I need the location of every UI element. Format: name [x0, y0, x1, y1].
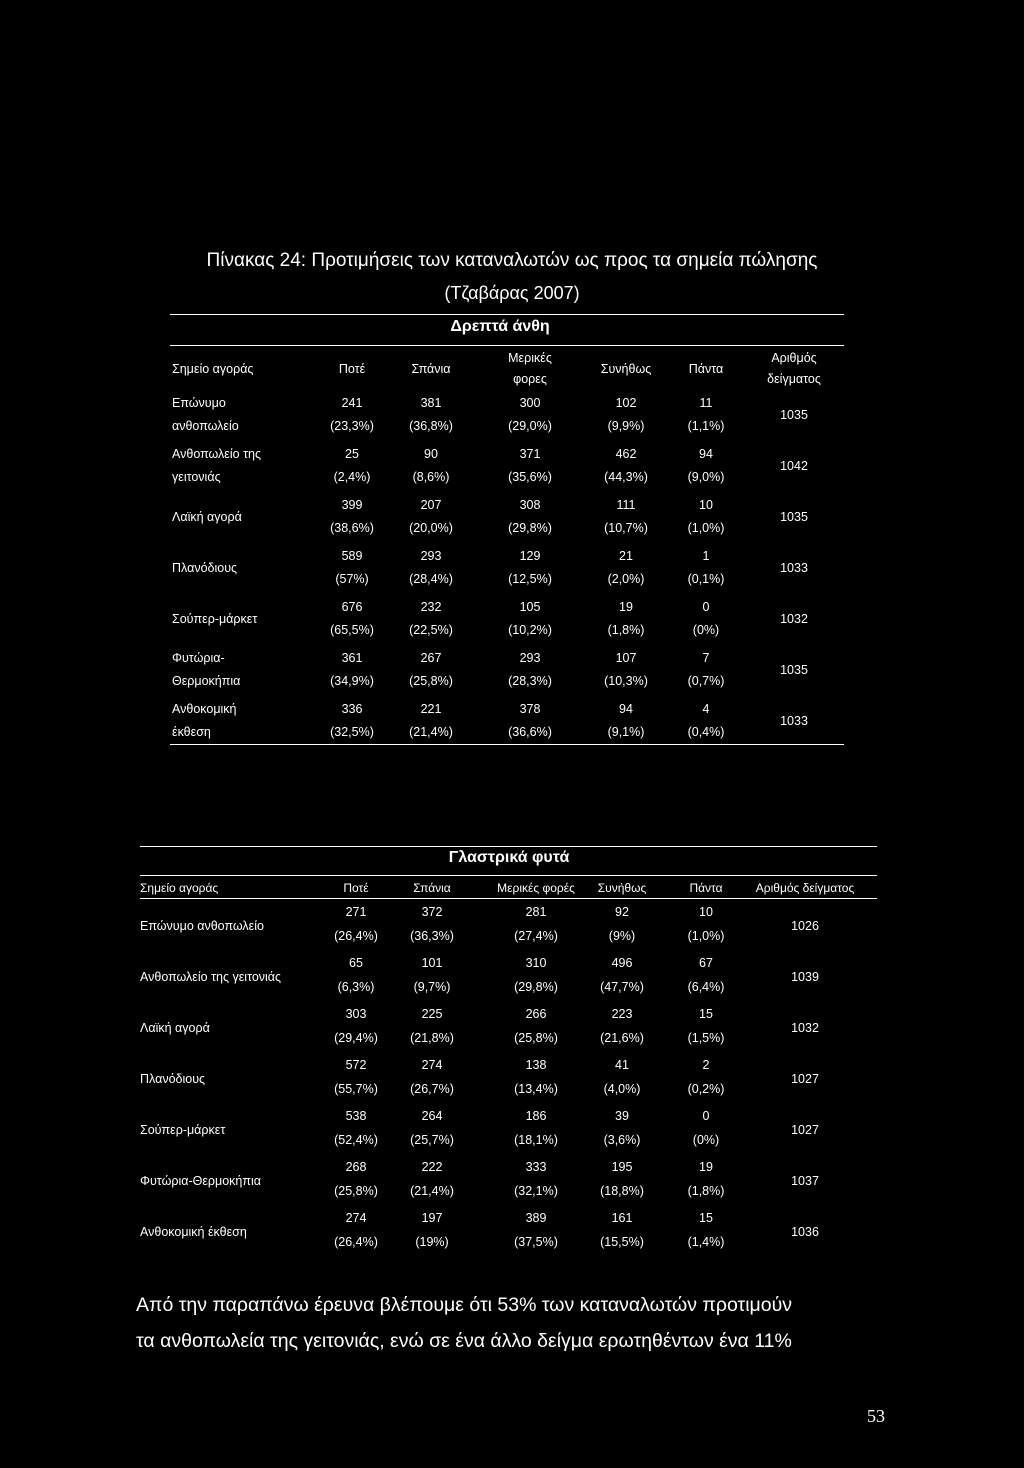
paragraph-line-2: τα ανθοπωλεία της γειτονιάς, ενώ σε ένα άλλο δείγμα ερωτηθέντων ένα 11% [136, 1330, 792, 1352]
percent-cell: (0,4%) [687, 725, 725, 739]
row-label: Θερμοκήπια [172, 674, 241, 688]
header-sometimes: Μερικές [508, 351, 552, 365]
count-cell: 271 [345, 905, 367, 919]
count-cell: 0 [702, 1109, 710, 1123]
header-never: Ποτέ [338, 362, 366, 376]
percent-cell: (32,1%) [514, 1184, 558, 1198]
sample-cell: 1033 [780, 561, 808, 575]
percent-cell: (27,4%) [514, 929, 558, 943]
count-cell: 300 [519, 396, 541, 410]
percent-cell: (4,0%) [603, 1082, 641, 1096]
row-label: Σούπερ-μάρκετ [140, 1123, 226, 1137]
percent-cell: (9,1%) [607, 725, 645, 739]
percent-cell: (19%) [415, 1235, 449, 1249]
row-label: Ανθοκομική έκθεση [140, 1225, 247, 1239]
percent-cell: (21,4%) [410, 1184, 454, 1198]
count-cell: 336 [341, 702, 363, 716]
count-cell: 293 [420, 549, 442, 563]
count-cell: 21 [619, 549, 633, 563]
count-cell: 39 [615, 1109, 629, 1123]
percent-cell: (23,3%) [330, 419, 374, 433]
percent-cell: (0%) [692, 623, 720, 637]
percent-cell: (0,7%) [687, 674, 725, 688]
count-cell: 65 [349, 956, 363, 970]
percent-cell: (1,8%) [607, 623, 645, 637]
percent-cell: (29,0%) [508, 419, 552, 433]
header-always: Πάντα [688, 362, 724, 376]
header-sometimes: φορες [513, 372, 547, 386]
count-cell: 92 [615, 905, 629, 919]
percent-cell: (1,0%) [687, 929, 725, 943]
count-cell: 11 [699, 396, 713, 410]
row-label: Πλανόδιους [140, 1072, 206, 1086]
sample-cell: 1042 [780, 459, 808, 473]
row-label: Λαϊκή αγορά [172, 510, 242, 524]
percent-cell: (10,7%) [604, 521, 648, 535]
count-cell: 41 [615, 1058, 629, 1072]
sample-cell: 1035 [780, 663, 808, 677]
table-rule [170, 744, 844, 745]
percent-cell: (22,5%) [409, 623, 453, 637]
count-cell: 310 [525, 956, 547, 970]
table-rule [140, 846, 877, 847]
page-number: 53 [867, 1406, 885, 1426]
row-label: Ανθοπωλείο της [172, 447, 261, 461]
count-cell: 333 [525, 1160, 547, 1174]
percent-cell: (65,5%) [330, 623, 374, 637]
count-cell: 10 [699, 905, 713, 919]
count-cell: 90 [424, 447, 438, 461]
count-cell: 2 [702, 1058, 710, 1072]
header-usually: Συνήθως [600, 362, 652, 376]
percent-cell: (52,4%) [334, 1133, 378, 1147]
count-cell: 589 [341, 549, 363, 563]
count-cell: 0 [702, 600, 710, 614]
percent-cell: (20,0%) [409, 521, 453, 535]
count-cell: 195 [611, 1160, 633, 1174]
percent-cell: (3,6%) [603, 1133, 641, 1147]
count-cell: 572 [345, 1058, 367, 1072]
count-cell: 361 [341, 651, 363, 665]
header-sample: Αριθμός [771, 351, 817, 365]
header-rarely: Σπάνια [411, 362, 451, 376]
percent-cell: (25,8%) [514, 1031, 558, 1045]
count-cell: 308 [519, 498, 541, 512]
percent-cell: (9,0%) [687, 470, 725, 484]
percent-cell: (25,8%) [334, 1184, 378, 1198]
paragraph-line-1: Από την παραπάνω έρευνα βλέπουμε ότι 53% των καταναλωτών προτιμούν [136, 1294, 793, 1316]
percent-cell: (38,6%) [330, 521, 374, 535]
count-cell: 138 [525, 1058, 547, 1072]
count-cell: 462 [615, 447, 637, 461]
percent-cell: (1,1%) [687, 419, 725, 433]
count-cell: 161 [611, 1211, 633, 1225]
percent-cell: (9,9%) [607, 419, 645, 433]
percent-cell: (25,7%) [410, 1133, 454, 1147]
percent-cell: (28,4%) [409, 572, 453, 586]
percent-cell: (32,5%) [330, 725, 374, 739]
count-cell: 225 [421, 1007, 443, 1021]
count-cell: 94 [619, 702, 633, 716]
sample-cell: 1039 [791, 970, 819, 984]
header-point: Σημείο αγοράς [172, 362, 254, 376]
header-sample: Αριθμός δείγματος [755, 881, 855, 895]
count-cell: 676 [341, 600, 363, 614]
percent-cell: (36,3%) [410, 929, 454, 943]
percent-cell: (29,4%) [334, 1031, 378, 1045]
percent-cell: (1,4%) [687, 1235, 725, 1249]
count-cell: 1 [702, 549, 710, 563]
percent-cell: (35,6%) [508, 470, 552, 484]
count-cell: 274 [421, 1058, 443, 1072]
count-cell: 15 [699, 1007, 713, 1021]
count-cell: 381 [420, 396, 442, 410]
percent-cell: (6,3%) [337, 980, 375, 994]
count-cell: 223 [611, 1007, 633, 1021]
count-cell: 186 [525, 1109, 547, 1123]
percent-cell: (6,4%) [687, 980, 725, 994]
count-cell: 232 [420, 600, 442, 614]
count-cell: 241 [341, 396, 363, 410]
sample-cell: 1036 [791, 1225, 819, 1239]
percent-cell: (21,4%) [409, 725, 453, 739]
percent-cell: (15,5%) [600, 1235, 644, 1249]
percent-cell: (44,3%) [604, 470, 648, 484]
percent-cell: (57%) [335, 572, 369, 586]
percent-cell: (1,8%) [687, 1184, 725, 1198]
row-label: έκθεση [172, 725, 211, 739]
count-cell: 268 [345, 1160, 367, 1174]
percent-cell: (55,7%) [334, 1082, 378, 1096]
percent-cell: (21,6%) [600, 1031, 644, 1045]
header-sometimes: Μερικές φορές [497, 881, 575, 895]
count-cell: 207 [420, 498, 442, 512]
count-cell: 101 [421, 956, 443, 970]
sample-cell: 1033 [780, 714, 808, 728]
count-cell: 19 [699, 1160, 713, 1174]
row-label: Επώνυμο [172, 396, 226, 410]
percent-cell: (26,7%) [410, 1082, 454, 1096]
percent-cell: (18,1%) [514, 1133, 558, 1147]
percent-cell: (29,8%) [508, 521, 552, 535]
count-cell: 303 [345, 1007, 367, 1021]
count-cell: 94 [699, 447, 713, 461]
percent-cell: (18,8%) [600, 1184, 644, 1198]
percent-cell: (12,5%) [508, 572, 552, 586]
header-rarely: Σπάνια [413, 881, 451, 895]
percent-cell: (21,8%) [410, 1031, 454, 1045]
row-label: Λαϊκή αγορά [140, 1021, 210, 1035]
count-cell: 19 [619, 600, 633, 614]
count-cell: 4 [702, 702, 710, 716]
count-cell: 25 [345, 447, 359, 461]
row-label: Φυτώρια- [172, 651, 225, 665]
count-cell: 221 [420, 702, 442, 716]
count-cell: 372 [421, 905, 443, 919]
sample-cell: 1032 [780, 612, 808, 626]
count-cell: 274 [345, 1211, 367, 1225]
count-cell: 538 [345, 1109, 367, 1123]
table-source: (Τζαβάρας 2007) [444, 283, 580, 303]
count-cell: 102 [615, 396, 637, 410]
percent-cell: (9%) [608, 929, 636, 943]
percent-cell: (9,7%) [413, 980, 451, 994]
count-cell: 378 [519, 702, 541, 716]
row-label: Σούπερ-μάρκετ [172, 612, 258, 626]
count-cell: 10 [699, 498, 713, 512]
count-cell: 197 [421, 1211, 443, 1225]
percent-cell: (47,7%) [600, 980, 644, 994]
count-cell: 107 [615, 651, 637, 665]
row-label: Ανθοπωλείο της γειτονιάς [140, 970, 282, 984]
count-cell: 399 [341, 498, 363, 512]
table-caption: Πίνακας 24: Προτιμήσεις των καταναλωτών ως προς τα σημεία πώλησης [206, 250, 818, 271]
sample-cell: 1035 [780, 408, 808, 422]
row-label: Φυτώρια-Θερμοκήπια [140, 1174, 261, 1188]
percent-cell: (8,6%) [412, 470, 450, 484]
count-cell: 67 [699, 956, 713, 970]
sample-cell: 1032 [791, 1021, 819, 1035]
table-rule [170, 345, 844, 346]
percent-cell: (0,1%) [687, 572, 725, 586]
header-never: Ποτέ [343, 881, 369, 895]
percent-cell: (36,8%) [409, 419, 453, 433]
table-rule [170, 314, 844, 315]
percent-cell: (37,5%) [514, 1235, 558, 1249]
percent-cell: (26,4%) [334, 929, 378, 943]
header-sample: δείγματος [767, 372, 821, 386]
table-rule [140, 898, 877, 899]
sample-cell: 1027 [791, 1072, 819, 1086]
row-label: Επώνυμο ανθοπωλείο [140, 919, 264, 933]
sample-cell: 1027 [791, 1123, 819, 1137]
percent-cell: (1,0%) [687, 521, 725, 535]
percent-cell: (34,9%) [330, 674, 374, 688]
count-cell: 281 [525, 905, 547, 919]
table-rule [140, 875, 877, 876]
sample-cell: 1035 [780, 510, 808, 524]
count-cell: 371 [519, 447, 541, 461]
percent-cell: (10,3%) [604, 674, 648, 688]
count-cell: 264 [421, 1109, 443, 1123]
header-usually: Συνήθως [597, 881, 647, 895]
count-cell: 129 [519, 549, 541, 563]
percent-cell: (2,4%) [333, 470, 371, 484]
percent-cell: (10,2%) [508, 623, 552, 637]
section-title: Γλαστρικά φυτά [448, 849, 570, 866]
row-label: Ανθοκομική [172, 702, 237, 716]
count-cell: 266 [525, 1007, 547, 1021]
sample-cell: 1037 [791, 1174, 819, 1188]
count-cell: 222 [421, 1160, 443, 1174]
header-point: Σημείο αγοράς [140, 881, 219, 895]
row-label: γειτονιάς [172, 470, 221, 484]
count-cell: 7 [702, 651, 710, 665]
percent-cell: (26,4%) [334, 1235, 378, 1249]
percent-cell: (2,0%) [607, 572, 645, 586]
count-cell: 105 [519, 600, 541, 614]
sample-cell: 1026 [791, 919, 819, 933]
count-cell: 496 [611, 956, 633, 970]
percent-cell: (13,4%) [514, 1082, 558, 1096]
section-title: Δρεπτά άνθη [450, 318, 550, 335]
count-cell: 267 [420, 651, 442, 665]
percent-cell: (28,3%) [508, 674, 552, 688]
count-cell: 111 [616, 498, 636, 512]
percent-cell: (36,6%) [508, 725, 552, 739]
count-cell: 389 [525, 1211, 547, 1225]
percent-cell: (25,8%) [409, 674, 453, 688]
count-cell: 293 [519, 651, 541, 665]
percent-cell: (0,2%) [687, 1082, 725, 1096]
row-label: ανθοπωλείο [172, 419, 239, 433]
percent-cell: (29,8%) [514, 980, 558, 994]
percent-cell: (0%) [692, 1133, 720, 1147]
header-always: Πάντα [689, 881, 723, 895]
percent-cell: (1,5%) [687, 1031, 725, 1045]
row-label: Πλανόδιους [172, 561, 238, 575]
count-cell: 15 [699, 1211, 713, 1225]
